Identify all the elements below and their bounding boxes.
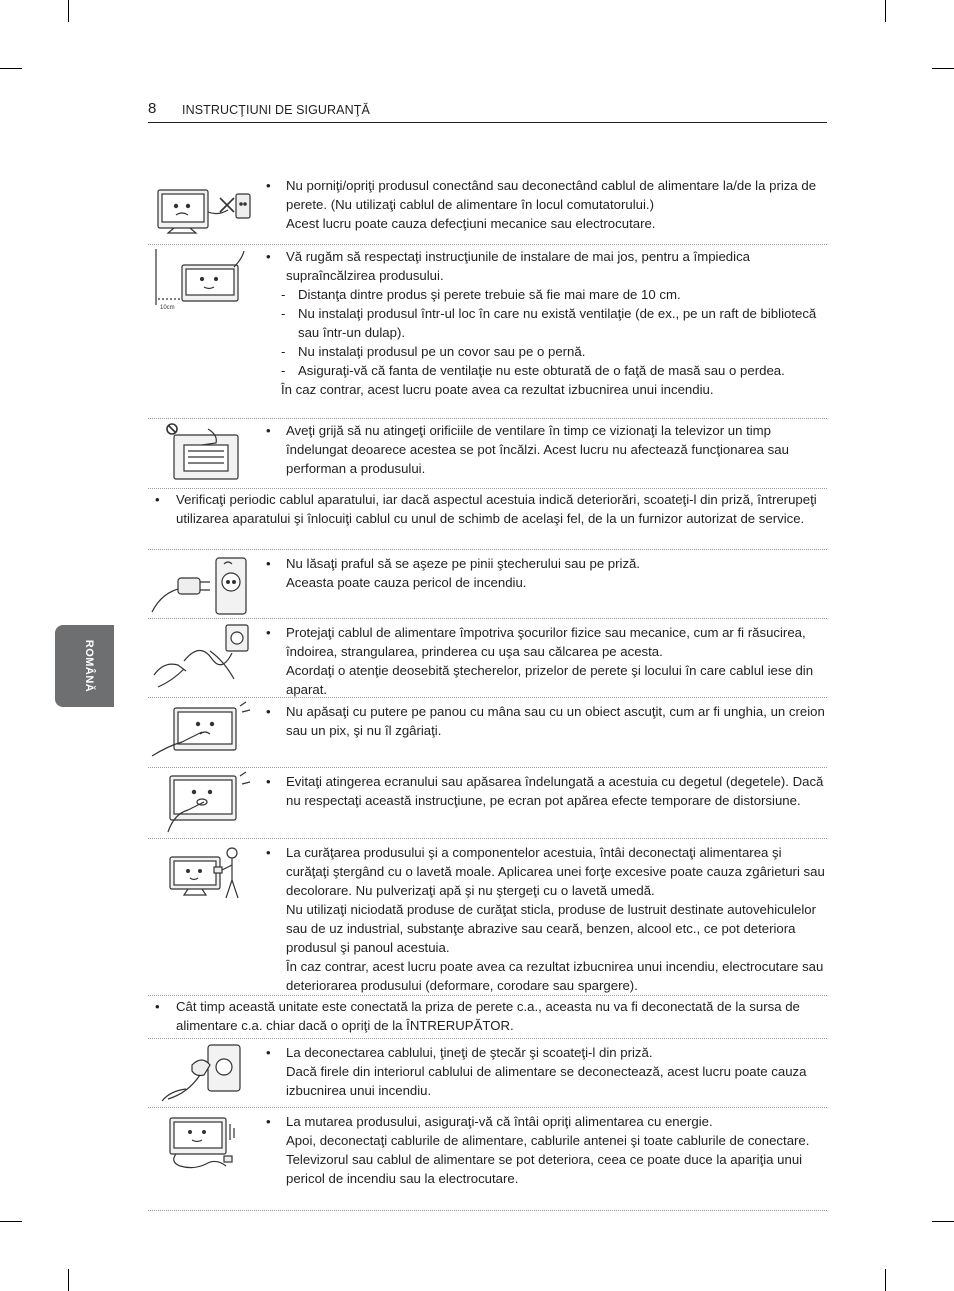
instruction-item [148,1039,827,1108]
instruction-item [148,419,827,489]
bullet-text: • Nu apăsaţi cu putere pe panou cu mâna sau cu un obiect ascuţit, cum ar fi unghia, un creion sau un pix, şi nu îl zgâriaţi. [260,702,827,740]
continuation-text: În caz contrar, acest lucru poate avea ca rezultat izbucnirea unui incendiu. [281,382,714,397]
language-tab [55,625,114,707]
cable-twist-icon [148,621,256,693]
continuation-text: Nu utilizaţi niciodată produse de curăţat sticla, produse de lustruit destinate autovehiculelor sau de uz industrial, substanţe abrazive sau ceară, benzen, alcool etc., ce pot deteriora produsul şi panoul acestuia. [286,902,817,955]
crop-mark [0,68,22,69]
dusty-plug-icon [148,552,256,616]
instruction-item [148,996,827,1039]
page-title: INSTRUCŢIUNI DE SIGURANŢĂ [182,103,370,117]
tv-unplug-cable-icon [148,182,256,234]
instruction-item [148,698,827,768]
crop-mark [885,1269,886,1291]
crop-mark [0,1221,22,1222]
svg-text:10cm: 10cm [160,305,175,311]
tv-disconnect-cables-icon [148,1114,256,1170]
sub-item: - Nu instalaţi produsul într-ul loc în care nu există ventilaţie (de ex., pe un raft de bibliotecă sau într-un dulap). [260,304,827,342]
hand-pull-plug-icon [148,1041,256,1103]
instruction-item [148,1108,827,1211]
bullet-text: • Aveţi grijă să nu atingeţi orificiile de ventilare în timp ce vizionaţi la televizor un timp îndelungat deoarece acestea se pot încălzi. Acest lucru nu afectează funcţionarea sau performan a produsului. [260,421,827,478]
instruction-item [148,839,827,996]
bullet-text: • Nu porniţi/opriţi produsul conectând sau deconectând cablul de alimentare la/de la priza de perete. (Nu utilizaţi cablul de alimentare în locul comutatorului.) [260,176,827,214]
continuation-text: Televizorul sau cablul de alimentare se pot deteriora, ceea ce poate duce la apariţia unui pericol de incendiu sau la electrocutare. [286,1152,803,1186]
crop-mark [885,0,886,22]
tv-wall-distance-icon [148,247,256,311]
no-touch-vent-icon [148,421,256,483]
bullet-text: • Verificaţi periodic cablul aparatului, iar dacă aspectul acestuia indică deteriorări, scoateţi-l din priză, întrerupeţi utilizarea aparatului şi înlocuiţi cablul cu unul de schimb de acelaşi fel, de la un furnizor autorizat de service. [148,490,827,528]
continuation-text: Acordaţi o atenţie deosebită ştecherelor, prizelor de perete şi locului în care cablul iese din aparat. [286,663,814,697]
bullet-text: • La deconectarea cablului, ţineţi de ştecăr şi scoateţi-l din priză. [260,1043,827,1062]
bullet-text: • Vă rugăm să respectaţi instrucţiunile de instalare de mai jos, pentru a împiedica supraîncălzirea produsului. [260,247,827,285]
page-header [148,102,827,123]
bullet-text: • Cât timp această unitate este conectată la priza de perete c.a., aceasta nu va fi deconectată de la sursa de alimentare c.a. chiar dacă o opriţi de la ÎNTRERUPĂTOR. [148,997,827,1035]
instruction-item [148,489,827,550]
bullet-text: • La curăţarea produsului şi a componentelor acestuia, întâi deconectaţi alimentarea şi curăţaţi ştergând cu o lavetă moale. Aplicarea unei forţe excesive poate cauza zgârieturi sau decolorare. Nu pulverizaţi apă şi nu ştergeţi cu o lavetă umedă. [260,843,827,900]
safety-instructions [148,176,827,1211]
sub-item: - Nu instalaţi produsul pe un covor sau pe o pernă. [260,342,827,361]
continuation-text: În caz contrar, acest lucru poate avea ca rezultat izbucnirea unui incendiu, electrocutare sau deteriorarea produsului (deformare, corodare sau spargere). [286,959,824,993]
bullet-text: • Evitaţi atingerea ecranului sau apăsarea îndelungată a acestuia cu degetul (degetele). Dacă nu respectaţi această instrucţiune, pe ecran pot apărea efecte temporare de distorsiune. [260,772,827,810]
tv-scratch-icon [148,700,256,760]
instruction-item [148,768,827,839]
page-number: 8 [148,100,157,117]
instruction-item [148,619,827,698]
sub-item: - Distanţa dintre produs şi perete trebuie să fie mai mare de 10 cm. [260,285,827,304]
continuation-text: Dacă firele din interiorul cablului de alimentare se deconectează, acest lucru poate cauza izbucnirea unui incendiu. [286,1064,807,1098]
person-cleaning-tv-icon [148,845,256,901]
instruction-item [148,245,827,419]
bullet-text: • La mutarea produsului, asiguraţi-vă că întâi opriţi alimentarea cu energie. [260,1112,827,1131]
crop-mark [68,1269,69,1291]
sub-item: - Asiguraţi-vă că fanta de ventilaţie nu este obturată de o faţă de masă sau o perdea. [260,361,827,380]
tv-finger-press-icon [148,770,256,834]
continuation-text: Aceasta poate cauza pericol de incendiu. [286,575,527,590]
instruction-item [148,176,827,245]
continuation-text: Apoi, deconectaţi cablurile de alimentare, cablurile antenei şi toate cablurile de conectare. [286,1133,810,1148]
crop-mark [932,1221,954,1222]
continuation-text: Acest lucru poate cauza defecţiuni mecanice sau electrocutare. [286,216,656,231]
language-tab-label: ROMÂNĂ [83,639,95,693]
instruction-item [148,550,827,619]
bullet-text: • Protejaţi cablul de alimentare împotriva şocurilor fizice sau mecanice, cum ar fi răsucirea, îndoirea, strangularea, prinderea cu uşa sau călcarea pe acesta. [260,623,827,661]
bullet-text: • Nu lăsaţi praful să se aşeze pe pinii ştecherului sau pe priză. [260,554,827,573]
crop-mark [68,0,69,22]
crop-mark [932,68,954,69]
